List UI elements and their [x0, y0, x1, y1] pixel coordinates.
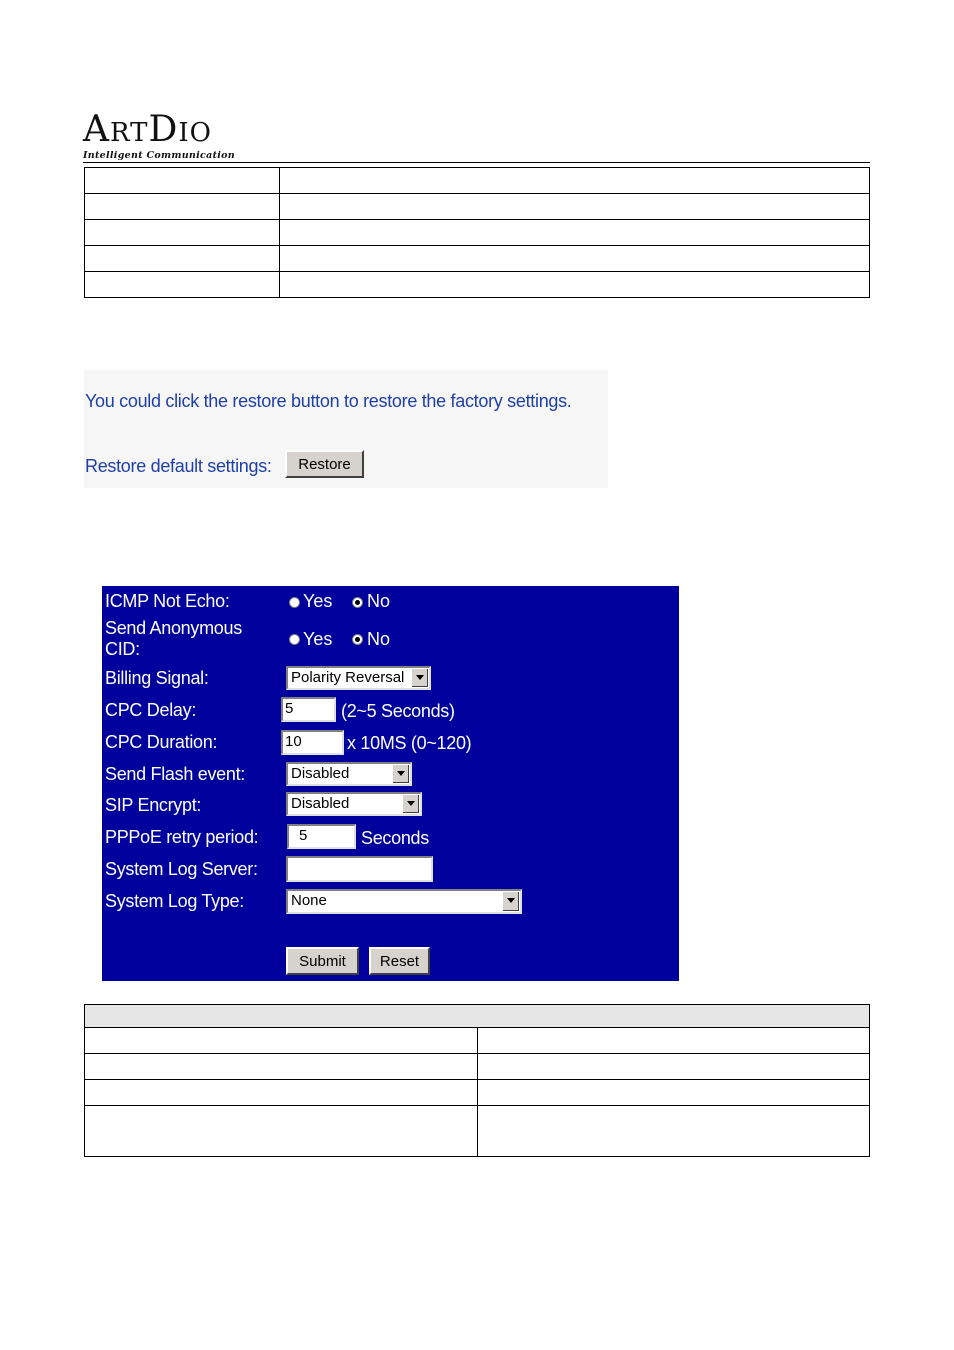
table-row: [85, 1028, 870, 1054]
table-row: [85, 272, 870, 298]
anon-cid-yes-label: Yes: [303, 629, 333, 649]
syslog-type-label: System Log Type:: [105, 891, 244, 911]
table-row: [85, 220, 870, 246]
pppoe-retry-label: PPPoE retry period:: [105, 827, 259, 847]
cpc-duration-label: CPC Duration:: [105, 732, 218, 752]
icmp-no-radio[interactable]: [352, 597, 363, 608]
icmp-yes-label: Yes: [303, 591, 333, 611]
logo-tagline: Intelligent Communication: [83, 150, 236, 161]
artdio-logo: [83, 110, 235, 161]
restore-description: You could click the restore button to restore the factory settings.: [85, 391, 572, 411]
logo-wordmark: ARTDIO: [83, 109, 212, 150]
anon-cid-label: Send Anonymous: [105, 618, 242, 638]
chevron-down-icon: [392, 765, 409, 783]
syslog-type-select[interactable]: None: [286, 889, 522, 914]
syslog-server-label: System Log Server:: [105, 859, 258, 879]
restore-button[interactable]: Restore: [285, 450, 364, 478]
cpc-duration-unit: x 10MS (0~120): [347, 733, 472, 753]
table-row: [85, 194, 870, 220]
send-flash-label: Send Flash event:: [105, 764, 245, 784]
icmp-yes-radio[interactable]: [289, 597, 300, 608]
icmp-label: ICMP Not Echo:: [105, 591, 230, 611]
restore-panel: [84, 370, 608, 488]
sip-encrypt-label: SIP Encrypt:: [105, 795, 202, 815]
anon-cid-no-label: No: [367, 629, 391, 649]
icmp-no-label: No: [367, 591, 391, 611]
syslog-server-input[interactable]: [286, 856, 433, 882]
cpc-duration-input[interactable]: 10: [281, 730, 344, 755]
cpc-delay-input[interactable]: 5: [281, 697, 336, 722]
restore-label: Restore default settings:: [85, 456, 272, 476]
table-row: [85, 1080, 870, 1106]
table-row: [85, 168, 870, 194]
advanced-settings-panel: [102, 586, 679, 981]
anon-cid-yes-radio[interactable]: [289, 634, 300, 645]
pppoe-retry-unit: Seconds: [361, 828, 429, 848]
submit-button[interactable]: Submit: [286, 947, 359, 975]
billing-signal-label: Billing Signal:: [105, 668, 209, 688]
table-row: [85, 246, 870, 272]
cpc-delay-unit: (2~5 Seconds): [341, 701, 455, 721]
parameter-table-top: [84, 167, 870, 298]
chevron-down-icon: [411, 669, 428, 687]
sip-encrypt-select[interactable]: Disabled: [286, 792, 422, 816]
table-row: [85, 1106, 870, 1157]
chevron-down-icon: [402, 795, 419, 813]
parameter-table-bottom: [84, 1004, 870, 1157]
anon-cid-label-cont: CID:: [105, 639, 140, 659]
pppoe-retry-input[interactable]: 5: [287, 824, 356, 849]
reset-button[interactable]: Reset: [369, 947, 430, 975]
table-header-row: [85, 1005, 870, 1028]
billing-signal-select[interactable]: Polarity Reversal: [286, 666, 431, 690]
cpc-delay-label: CPC Delay:: [105, 700, 197, 720]
table-row: [85, 1054, 870, 1080]
anon-cid-no-radio[interactable]: [352, 634, 363, 645]
chevron-down-icon: [502, 892, 519, 911]
send-flash-select[interactable]: Disabled: [286, 762, 412, 786]
header-divider: [83, 162, 870, 163]
